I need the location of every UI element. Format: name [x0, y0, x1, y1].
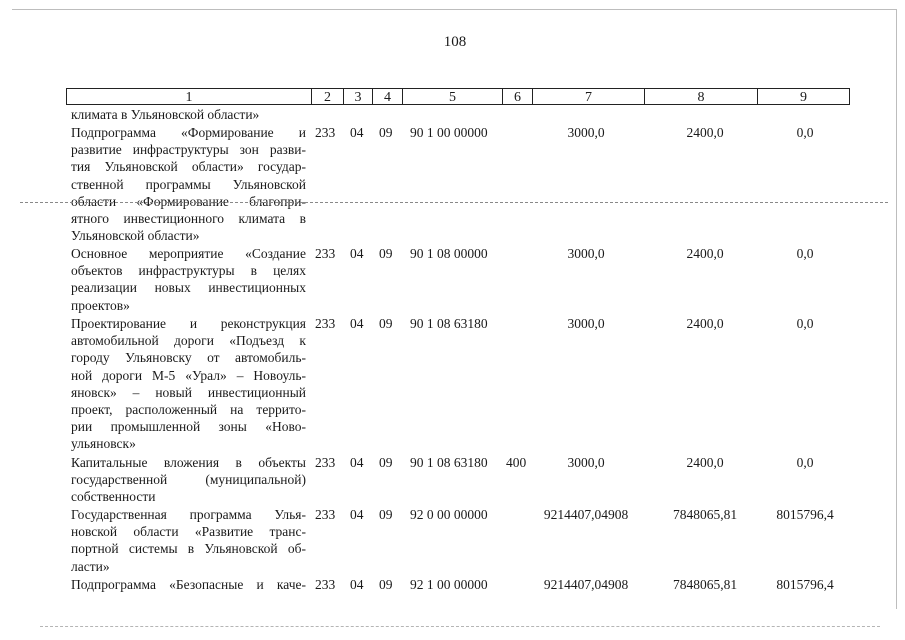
- cell-target-article: 90 1 08 63180: [410, 455, 488, 470]
- header-col-1: 1: [66, 88, 311, 105]
- continuation-text: климата в Ульяновской области»: [71, 107, 260, 122]
- cell-amount-col7: 3000,0: [567, 246, 605, 261]
- cell-target-article: 92 1 00 00000: [410, 577, 488, 592]
- description-line: новской области «Развитие транс-: [71, 524, 306, 540]
- cell-target-article: 90 1 08 63180: [410, 316, 488, 331]
- cell-section: 04: [350, 316, 364, 331]
- description-line: ственной программы Ульяновской: [71, 176, 306, 192]
- header-col-7: 7: [532, 88, 644, 105]
- row-description: [71, 245, 306, 314]
- page-number: 108: [443, 34, 467, 50]
- cell-amount-col7: 9214407,04908: [543, 507, 629, 522]
- description-line: Капитальные вложения в объекты: [71, 455, 306, 470]
- cell-amount-col8: 7848065,81: [672, 507, 738, 522]
- scan-artifact-line: [20, 202, 888, 203]
- cell-expense-type: 400: [506, 455, 527, 470]
- description-line: области «Формирование благопри-: [71, 193, 306, 209]
- description-line: ной дороги М-5 «Урал» – Новоуль-: [71, 367, 306, 383]
- row-description: [71, 315, 306, 453]
- cell-amount-col8: 7848065,81: [672, 577, 738, 592]
- description-line: рии промышленной зоны «Ново-: [71, 419, 306, 435]
- cell-amount-col7: 9214407,04908: [543, 577, 629, 592]
- cell-ministry-code: 233: [315, 316, 336, 331]
- description-line: Подпрограмма «Формирование и: [71, 125, 306, 140]
- row-description: [71, 124, 306, 244]
- description-line: Проектирование и реконструкция: [71, 316, 306, 331]
- description-line: ульяновск»: [71, 436, 136, 452]
- row-description: [71, 576, 306, 593]
- header-col-3: 3: [343, 88, 372, 105]
- description-line: ятного инвестиционного климата в: [71, 210, 306, 226]
- cell-amount-col9: 0,0: [796, 125, 814, 140]
- description-line: яновск» – новый инвестиционный: [71, 384, 306, 400]
- description-line: реализации новых инвестиционных: [71, 280, 306, 296]
- description-line: государственной (муниципальной): [71, 472, 306, 488]
- description-line: тия Ульяновской области» государ-: [71, 159, 306, 175]
- cell-section: 04: [350, 246, 364, 261]
- cell-section: 04: [350, 507, 364, 522]
- cell-amount-col8: 2400,0: [686, 246, 724, 261]
- description-line: Ульяновской области»: [71, 228, 200, 244]
- cell-target-article: 90 1 00 00000: [410, 125, 488, 140]
- cell-amount-col8: 2400,0: [686, 455, 724, 470]
- cell-ministry-code: 233: [315, 507, 336, 522]
- cell-subsection: 09: [379, 125, 393, 140]
- description-line: портной системы в Ульяновской об-: [71, 541, 306, 557]
- header-col-5: 5: [402, 88, 502, 105]
- description-line: объектов инфраструктуры в целях: [71, 263, 306, 279]
- description-line: развитие инфраструктуры зон разви-: [71, 142, 306, 158]
- cell-section: 04: [350, 125, 364, 140]
- row-description: [71, 454, 306, 506]
- cell-amount-col7: 3000,0: [567, 125, 605, 140]
- description-line: проектов»: [71, 297, 130, 313]
- description-line: Основное мероприятие «Создание: [71, 246, 306, 261]
- cell-subsection: 09: [379, 577, 393, 592]
- scan-artifact-bottom: [40, 626, 880, 627]
- cell-subsection: 09: [379, 246, 393, 261]
- header-col-9: 9: [757, 88, 850, 105]
- cell-amount-col7: 3000,0: [567, 455, 605, 470]
- cell-subsection: 09: [379, 455, 393, 470]
- cell-amount-col7: 3000,0: [567, 316, 605, 331]
- description-line: Подпрограмма «Безопасные и каче-: [71, 577, 306, 592]
- cell-amount-col9: 8015796,4: [776, 577, 834, 592]
- description-line: Государственная программа Улья-: [71, 507, 306, 522]
- cell-amount-col9: 0,0: [796, 246, 814, 261]
- cell-subsection: 09: [379, 507, 393, 522]
- header-col-4: 4: [372, 88, 402, 105]
- cell-amount-col9: 8015796,4: [776, 507, 834, 522]
- cell-target-article: 90 1 08 00000: [410, 246, 488, 261]
- cell-ministry-code: 233: [315, 577, 336, 592]
- cell-ministry-code: 233: [315, 125, 336, 140]
- cell-ministry-code: 233: [315, 455, 336, 470]
- page-frame-right: [896, 9, 897, 609]
- cell-target-article: 92 0 00 00000: [410, 507, 488, 522]
- cell-amount-col9: 0,0: [796, 455, 814, 470]
- cell-amount-col8: 2400,0: [686, 125, 724, 140]
- header-col-2: 2: [311, 88, 343, 105]
- description-line: ласти»: [71, 558, 110, 574]
- cell-section: 04: [350, 577, 364, 592]
- description-line: собственности: [71, 489, 156, 505]
- page-frame-top: [12, 9, 897, 10]
- description-line: городу Ульяновску от автомобиль-: [71, 350, 306, 366]
- description-line: автомобильной дороги «Подъезд к: [71, 333, 306, 349]
- header-col-8: 8: [644, 88, 757, 105]
- header-col-6: 6: [502, 88, 532, 105]
- row-description: [71, 506, 306, 575]
- cell-subsection: 09: [379, 316, 393, 331]
- cell-amount-col9: 0,0: [796, 316, 814, 331]
- cell-section: 04: [350, 455, 364, 470]
- cell-ministry-code: 233: [315, 246, 336, 261]
- cell-amount-col8: 2400,0: [686, 316, 724, 331]
- description-line: проект, расположенный на террито-: [71, 401, 306, 417]
